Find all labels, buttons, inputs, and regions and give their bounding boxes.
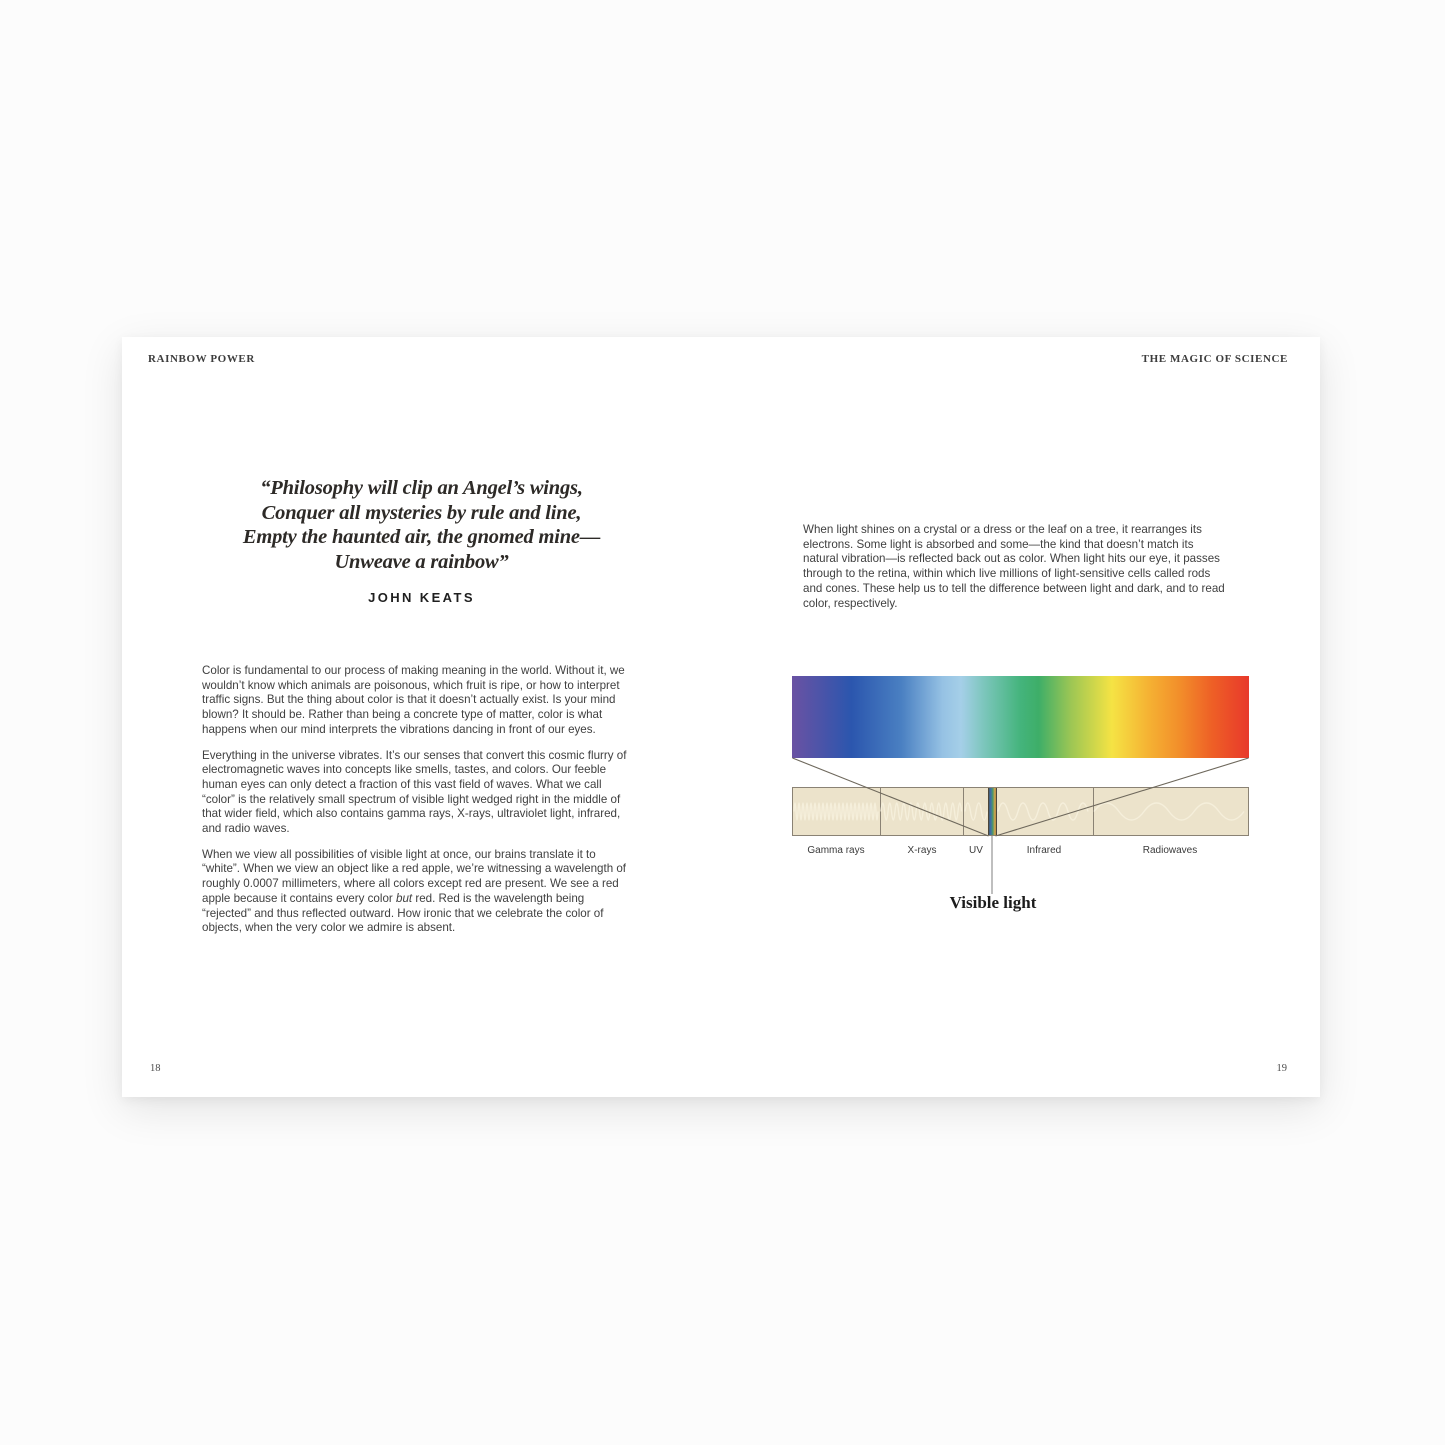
quote-line: Empty the haunted air, the gnomed mine— xyxy=(242,526,601,548)
book-spread xyxy=(122,337,1320,1097)
right-running-head: THE MAGIC OF SCIENCE xyxy=(1141,353,1288,365)
paragraph-italic-word: but xyxy=(396,891,413,905)
band-label-infrared: Infrared xyxy=(1026,845,1062,856)
quote-line: “Philosophy will clip an Angel’s wings, xyxy=(260,477,583,499)
quote-block xyxy=(122,476,721,574)
band-label-xrays: X-rays xyxy=(907,845,937,856)
right-body-text xyxy=(803,523,1227,622)
band-label-radio: Radiowaves xyxy=(1142,845,1198,856)
left-body-text xyxy=(202,664,632,947)
quote-line: Unweave a rainbow” xyxy=(334,550,509,573)
em-spectrum-band xyxy=(792,787,1249,836)
visible-light-label: Visible light xyxy=(949,893,1037,912)
paragraph-text: When we view all possibilities of visible light at once, our brains translate it to “white”. When we view an object like a red apple, we’re witnessing a wavelength of roughly 0.0007 millimeters, where all colors except red are present. We see a red apple because it contains every color xyxy=(202,847,627,905)
band-label-gamma: Gamma rays xyxy=(807,845,865,856)
quote-attribution: JOHN KEATS xyxy=(368,590,475,605)
band-label-uv: UV xyxy=(969,845,983,856)
visible-spectrum-gradient-bar xyxy=(792,676,1249,758)
visible-light-slice xyxy=(988,788,997,835)
wavelength-pattern xyxy=(793,788,1248,835)
left-page-number: 18 xyxy=(150,1063,161,1074)
paragraph: Everything in the universe vibrates. It’s our senses that convert this cosmic flurry of electromagnetic waves into concepts like smells, tastes, and colors. Our feeble human eyes can only detect a fraction of this vast field of waves. What we call “color” is the relatively small spectrum of visible light wedged right in the middle of that wider field, which also contains gamma rays, X-rays, ultraviolet light, infrared, and radio waves. xyxy=(202,748,627,836)
right-page-number: 19 xyxy=(1276,1063,1287,1074)
paragraph: Color is fundamental to our process of making meaning in the world. Without it, we wouldn’t know which animals are poisonous, which fruit is ripe, or how to interpret traffic signs. But the thing about color is that it doesn’t actually exist. Is your mind blown? It should be. Rather than being a concrete type of matter, color is what happens when our mind interprets the vibrations dancing in front of our eyes. xyxy=(202,664,625,736)
paragraph xyxy=(202,848,632,936)
left-running-head: RAINBOW POWER xyxy=(148,353,255,365)
paragraph-text: red. Red is the wavelength being “rejected” and thus reflected outward. How ironic that we celebrate the color of objects, when the very color we admire is absent. xyxy=(202,891,604,935)
paragraph: When light shines on a crystal or a dress or the leaf on a tree, it rearranges its electrons. Some light is absorbed and some—the kind that doesn’t match its natural vibration—is reflected back out as color. When light hits our eye, it passes through to the retina, within which live millions of light-sensitive cells called rods and cones. These help us to tell the difference between light and dark, and to read color, respectively. xyxy=(803,523,1225,610)
quote-line: Conquer all mysteries by rule and line, xyxy=(261,501,582,524)
